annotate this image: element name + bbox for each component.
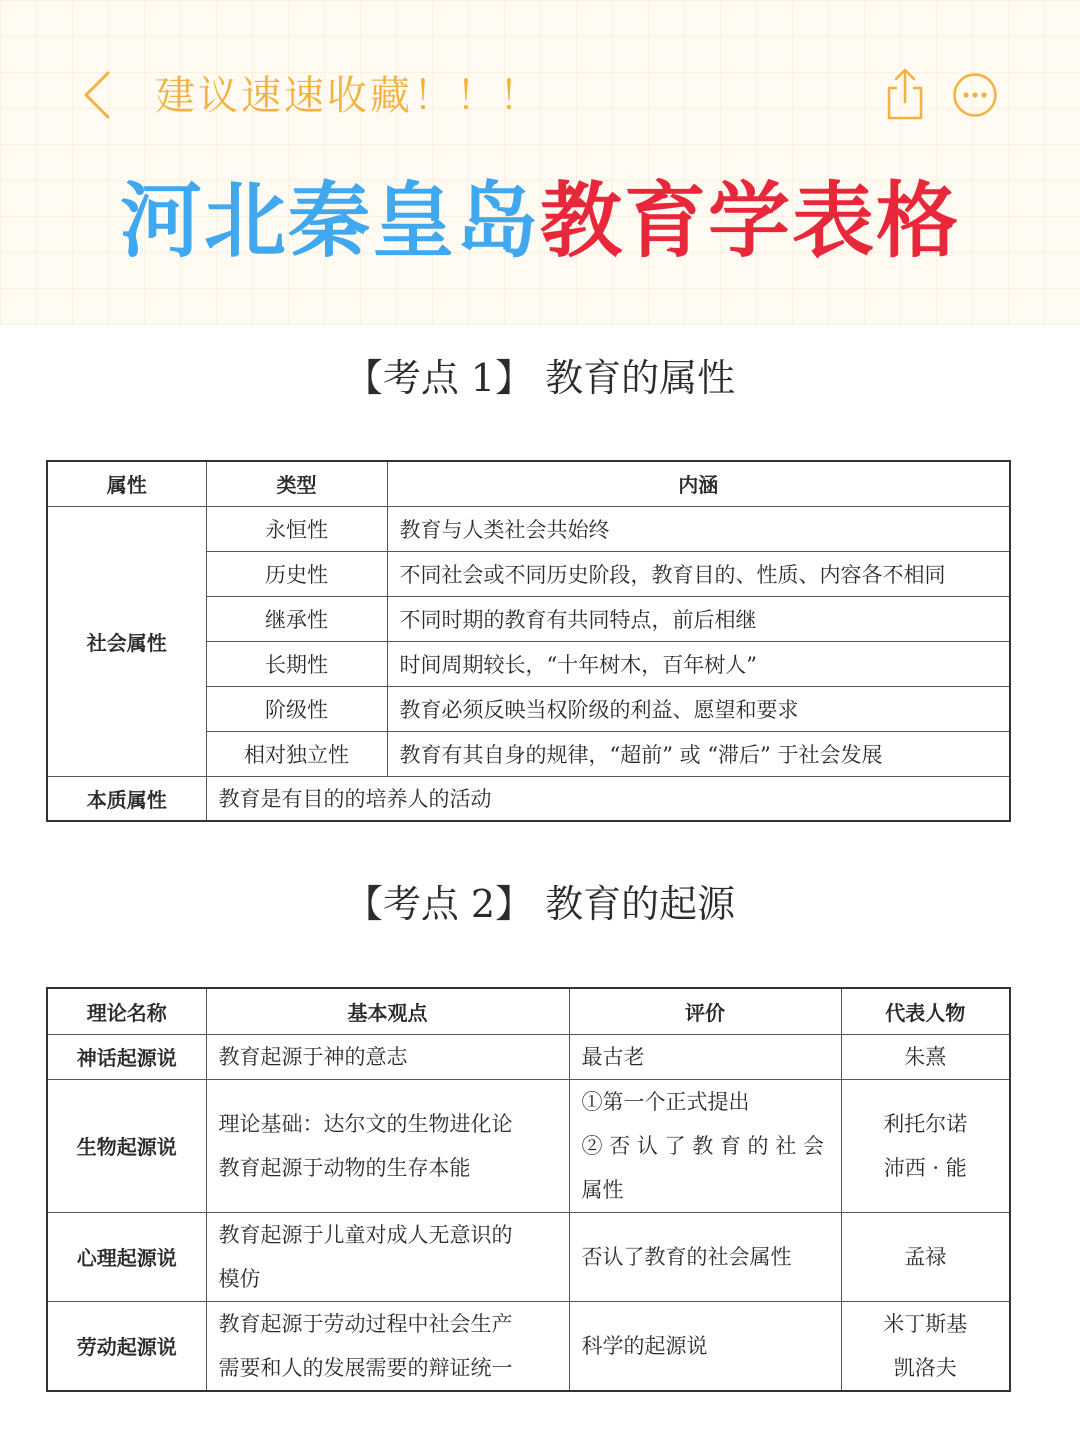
header-cell: 内涵: [387, 461, 1010, 506]
table-row: [47, 1079, 1010, 1212]
header-cell: 属性: [47, 461, 206, 506]
meaning-cell: 不同时期的教育有共同特点，前后相继: [387, 596, 1010, 641]
people-cell: [841, 1301, 1010, 1391]
meaning-cell: 教育与人类社会共始终: [387, 506, 1010, 551]
table-row: [47, 1212, 1010, 1301]
theory-name: 生物起源说: [47, 1079, 206, 1212]
people-cell: [841, 1212, 1010, 1301]
type-cell: 阶级性: [206, 686, 387, 731]
person-name: 米丁斯基: [883, 1311, 968, 1336]
evaluation-line: 最古老: [581, 1044, 645, 1069]
evaluation-line: 属性: [581, 1177, 624, 1202]
view-cell: [206, 1212, 569, 1301]
table-header-row: [47, 461, 1010, 506]
evaluation-cell: [569, 1212, 841, 1301]
page-title: [0, 172, 1080, 272]
person-name: 孟禄: [904, 1244, 947, 1269]
title-blue-part: 河北秦皇岛: [119, 174, 540, 269]
view-cell: [206, 1301, 569, 1391]
meaning-cell: 教育必须反映当权阶级的利益、愿望和要求: [387, 686, 1010, 731]
view-cell: [206, 1034, 569, 1079]
view-line: 教育起源于劳动过程中社会生产: [218, 1311, 513, 1336]
header-cell: 类型: [206, 461, 387, 506]
person-name: 利托尔诺: [883, 1111, 968, 1136]
evaluation-cell: [569, 1079, 841, 1212]
education-origin-table: [46, 987, 1011, 1392]
share-icon[interactable]: [884, 66, 926, 122]
meaning-cell: 时间周期较长，“十年树木，百年树人”: [387, 641, 1010, 686]
chevron-left-icon[interactable]: [78, 70, 118, 120]
type-cell: 继承性: [206, 596, 387, 641]
person-name: 凯洛夫: [893, 1355, 957, 1380]
view-line: 理论基础：达尔文的生物进化论: [218, 1111, 513, 1136]
evaluation-line: ② 否 认 了 教 育 的 社 会: [581, 1133, 824, 1158]
table-row: [47, 1301, 1010, 1391]
essence-label: 本质属性: [47, 776, 206, 821]
person-name: 朱熹: [904, 1044, 947, 1069]
evaluation-cell: [569, 1034, 841, 1079]
section2-heading: 【考点 2】 教育的起源: [344, 882, 736, 926]
view-line: 教育起源于动物的生存本能: [218, 1155, 471, 1180]
evaluation-line: 科学的起源说: [581, 1333, 708, 1358]
view-line: 教育起源于儿童对成人无意识的: [218, 1222, 513, 1247]
title-red-part: 教育学表格: [540, 174, 961, 269]
education-attributes-table: [46, 460, 1011, 822]
table-row: [47, 1034, 1010, 1079]
meaning-cell: 不同社会或不同历史阶段，教育目的、性质、内容各不相同: [387, 551, 1010, 596]
evaluation-line: 否认了教育的社会属性: [581, 1244, 792, 1269]
group-label: 社会属性: [47, 506, 206, 776]
theory-name: 心理起源说: [47, 1212, 206, 1301]
type-cell: 长期性: [206, 641, 387, 686]
header-cell: 代表人物: [841, 988, 1010, 1034]
header-cell: 基本观点: [206, 988, 569, 1034]
people-cell: [841, 1079, 1010, 1212]
header-cell: 理论名称: [47, 988, 206, 1034]
theory-name: 劳动起源说: [47, 1301, 206, 1391]
view-line: 模仿: [218, 1266, 261, 1291]
essence-meaning: 教育是有目的的培养人的活动: [206, 776, 1010, 821]
type-cell: 永恒性: [206, 506, 387, 551]
evaluation-line: ①第一个正式提出: [581, 1089, 750, 1114]
more-icon[interactable]: [952, 72, 998, 118]
person-name: 沛西 · 能: [883, 1155, 967, 1180]
type-cell: 历史性: [206, 551, 387, 596]
evaluation-cell: [569, 1301, 841, 1391]
people-cell: [841, 1034, 1010, 1079]
section1-heading: 【考点 1】 教育的属性: [344, 356, 736, 400]
table-row: [47, 506, 1010, 551]
view-cell: [206, 1079, 569, 1212]
view-line: 教育起源于神的意志: [218, 1044, 408, 1069]
table-header-row: [47, 988, 1010, 1034]
hero-banner: [0, 0, 1080, 325]
table-row: [47, 776, 1010, 821]
header-cell: 评价: [569, 988, 841, 1034]
nav-title: 建议速速收藏！！！: [155, 73, 542, 119]
theory-name: 神话起源说: [47, 1034, 206, 1079]
view-line: 需要和人的发展需要的辩证统一: [218, 1355, 513, 1380]
type-cell: 相对独立性: [206, 731, 387, 776]
meaning-cell: 教育有其自身的规律，“超前” 或 “滞后” 于社会发展: [387, 731, 1010, 776]
